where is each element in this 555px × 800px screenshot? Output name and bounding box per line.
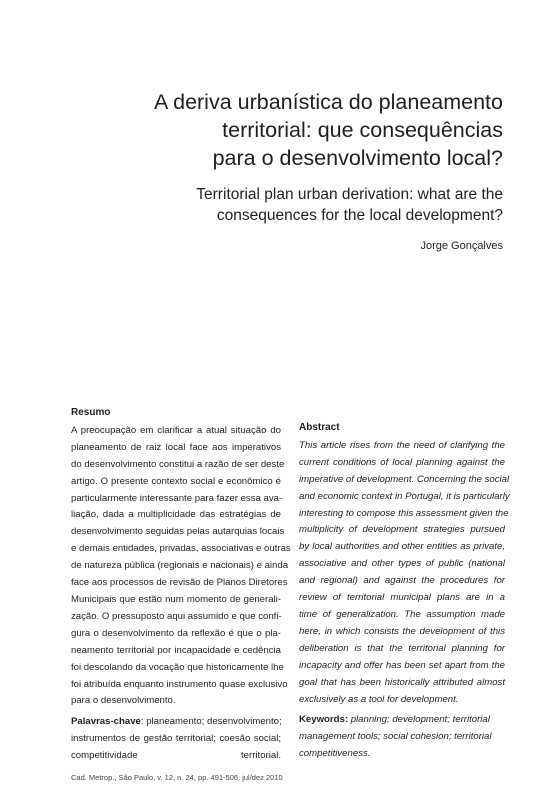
keywords-label: Keywords:	[299, 714, 349, 726]
resumo-line: neamento territorial por incapacidade e cedência	[71, 644, 281, 656]
abstract-line: by local authorities and other entities as private,	[299, 541, 505, 553]
keywords-line	[71, 714, 281, 731]
resumo-line: para o desenvolvimento.	[71, 695, 176, 707]
keywords-text: planning; development; territorial	[348, 714, 490, 726]
resumo-line: particularmente interessante para fazer essa ava-	[71, 492, 283, 504]
abstract-line: incapacity and offer has been set apart from the	[299, 659, 505, 671]
abstract-line: current conditions of local planning against the	[299, 456, 505, 468]
resumo-line: face aos processos de revisão de Planos Diretores	[71, 577, 288, 589]
resumo-line: Municipais que estão num momento de generali-	[71, 593, 281, 605]
resumo-line: zação. O pressuposto aqui assumido e que confi-	[71, 610, 282, 622]
abstract-line: associative and other types of public (national	[299, 558, 505, 570]
abstract-line: imperative of development. Concerning the social	[299, 473, 510, 485]
resumo-line: foi atribuída enquanto instrumento quase exclusivo	[71, 678, 288, 690]
title-line: A deriva urbanística do planeamento	[153, 90, 503, 114]
resumo-line: liação, dada a multiplicidade das estratégias de	[71, 509, 281, 521]
author-name: Jorge Gonçalves	[420, 240, 503, 252]
keywords-line: instrumentos de gestão territorial; coesão social;	[71, 733, 281, 745]
journal-citation-footer: Cad. Metrop., São Paulo, v. 12, n. 24, pp. 491-506, jul/dez 2010	[71, 773, 283, 782]
keywords-line: competitividade territorial.	[71, 750, 281, 762]
resumo-line: foi descolando da vocação que historicamente lhe	[71, 661, 284, 673]
resumo-line: gura o desenvolvimento da reflexão é que o pla-	[71, 627, 281, 639]
resumo-line: e demais entidades, privadas, associativas e outras	[71, 543, 291, 555]
keywords-text: : planeamento; desenvolvimento;	[140, 716, 282, 728]
abstract-line: and regional) and against the procedures for	[299, 575, 505, 587]
abstract-line: interesting to compose this assessment given the	[299, 507, 509, 519]
resumo-heading: Resumo	[71, 407, 111, 418]
article-title	[83, 88, 503, 172]
resumo-line: planeamento de raiz local face aos imperativos	[71, 441, 281, 453]
keywords-label: Palavras-chave	[71, 716, 141, 728]
resumo-line: do desenvolvimento constitui a razão de ser deste	[71, 458, 285, 470]
abstract-line: time of generalization. The assumption made	[299, 608, 505, 620]
resumo-line: desenvolvimento seguidas pelas autarquias locais	[71, 526, 285, 538]
resumo-line: A preocupação em clarificar a atual situação do	[71, 424, 281, 436]
abstract-line: multiplicity of development strategies pursued	[299, 524, 505, 536]
keywords-line	[299, 712, 505, 729]
keywords-line: management tools; social cohesion; territorial	[299, 731, 492, 743]
abstract-keywords	[299, 712, 505, 763]
abstract-section	[299, 420, 510, 763]
abstract-line: This article rises from the need of clarifying the	[299, 439, 505, 451]
title-line: para o desenvolvimento local?	[212, 146, 503, 170]
resumo-section	[71, 405, 291, 765]
abstract-line: and economic context in Portugal, it is particularly	[299, 490, 510, 502]
article-subtitle-english	[83, 184, 503, 226]
abstract-line: deliberation is that the territorial planning for	[299, 642, 505, 654]
resumo-line: de natureza pública (regionais e nacionais) e ainda	[71, 560, 289, 572]
abstract-line: here, in which consists the development of this	[299, 625, 505, 637]
subtitle-line: Territorial plan urban derivation: what are the	[196, 186, 503, 203]
keywords-line: competitiveness.	[299, 748, 371, 760]
abstract-line: exclusively as a tool for development.	[299, 693, 459, 705]
title-line: territorial: que consequências	[222, 118, 503, 142]
resumo-keywords	[71, 714, 281, 765]
resumo-line: artigo. O presente contexto social e econômico é	[71, 475, 281, 487]
abstract-line: review of territorial municipal plans are in a	[299, 592, 505, 604]
abstract-heading: Abstract	[299, 422, 340, 433]
abstract-body	[299, 438, 510, 709]
abstract-line: goal that has been historically attributed almost	[299, 676, 505, 688]
resumo-body	[71, 423, 291, 710]
subtitle-line: consequences for the local development?	[216, 207, 503, 224]
